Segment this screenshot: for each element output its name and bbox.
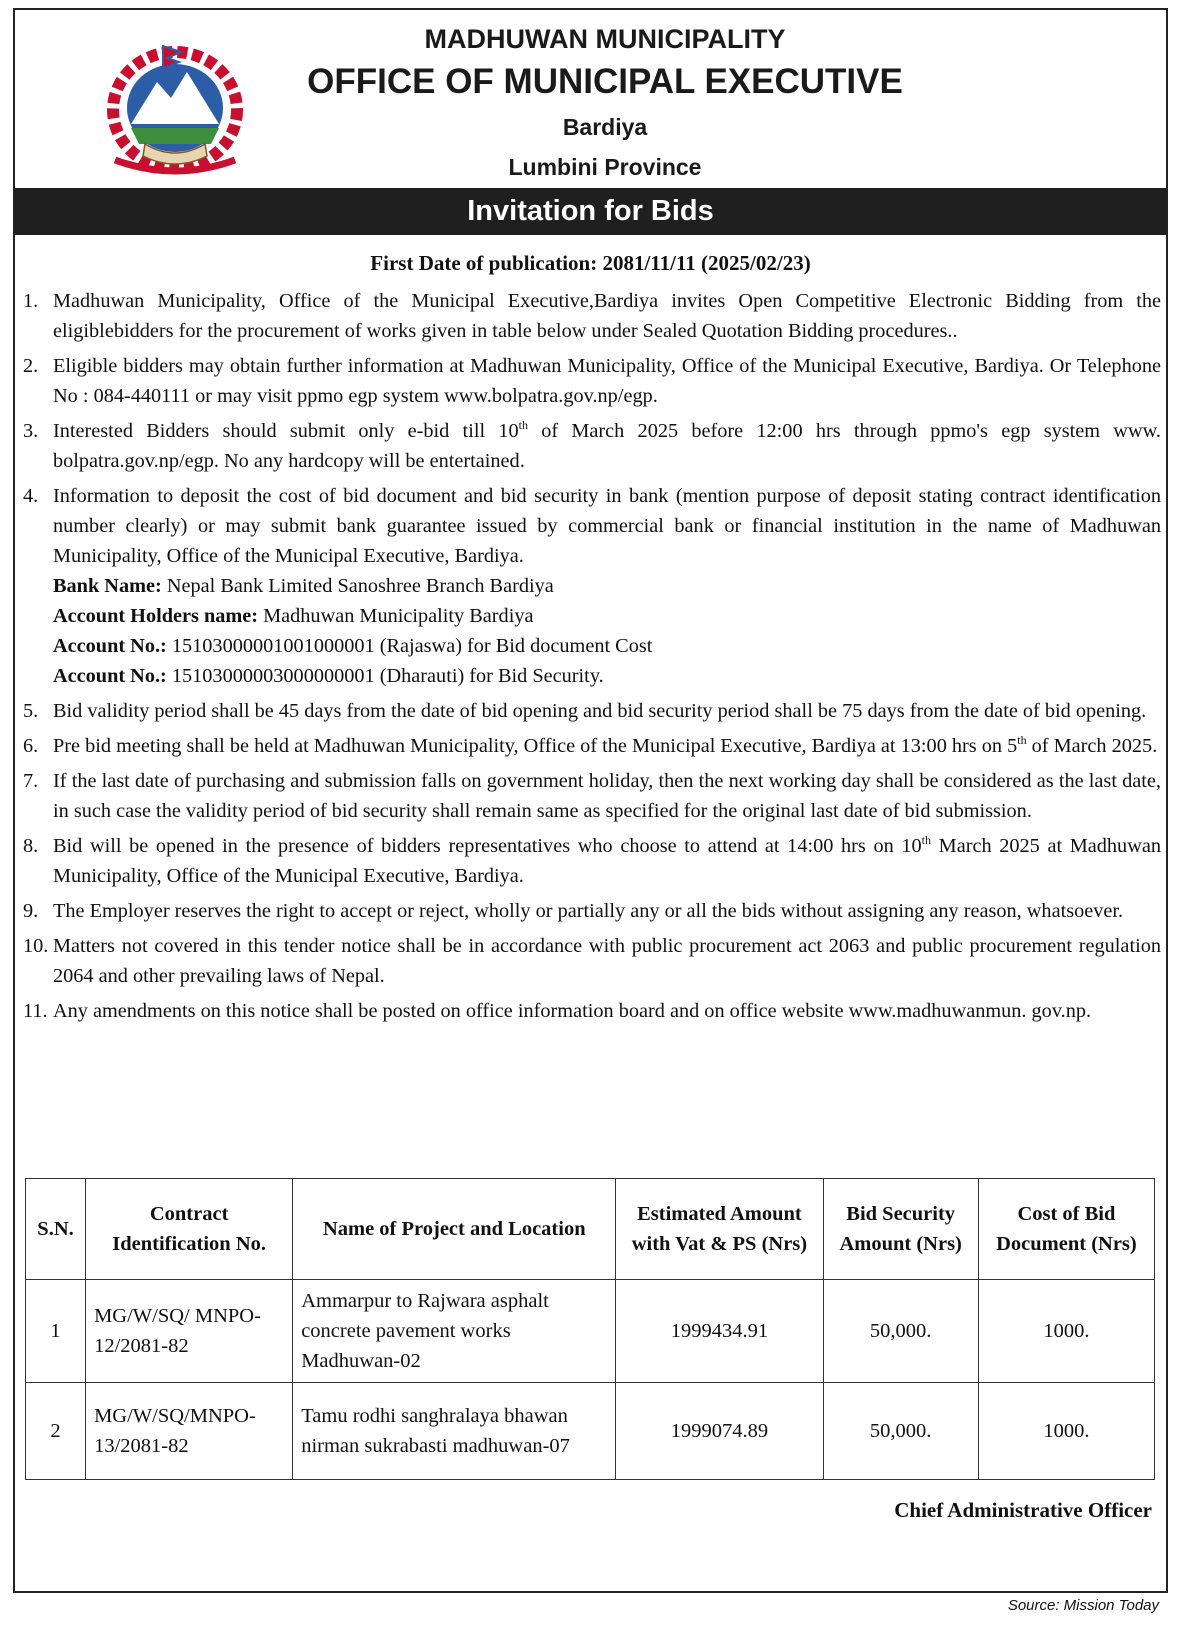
cell-project: Ammarpur to Rajwara asphalt concrete pavement works Madhuwan-02 bbox=[293, 1280, 616, 1383]
publication-date: First Date of publication: 2081/11/11 (2025/02/23) bbox=[370, 251, 811, 275]
cell-estimate: 1999434.91 bbox=[616, 1280, 823, 1383]
item-number: 9. bbox=[23, 900, 39, 922]
cell-security: 50,000. bbox=[823, 1383, 978, 1480]
bids-table bbox=[25, 1178, 1155, 1480]
source-credit: Source: Mission Today bbox=[1007, 1597, 1159, 1614]
account-number-line bbox=[53, 631, 1161, 661]
item-text: The Employer reserves the right to accept or reject, wholly or partially any or all the bids without assigning any reason, whatsoever. bbox=[53, 900, 1124, 922]
item-number: 5. bbox=[23, 700, 39, 722]
list-item bbox=[23, 831, 1161, 891]
item-number: 11. bbox=[23, 1000, 48, 1022]
item-text: Pre bid meeting shall be held at Madhuwan Municipality, Office of the Municipal Executive, Bardiya at 13:00 hrs on 5 bbox=[53, 735, 1018, 757]
notice-title-banner: Invitation for Bids bbox=[15, 188, 1166, 235]
item-text: of March 2025. bbox=[1026, 735, 1158, 757]
cell-contract-id: MG/W/SQ/MNPO-13/2081-82 bbox=[86, 1383, 293, 1480]
item-number: 10. bbox=[23, 935, 49, 957]
item-number: 2. bbox=[23, 355, 39, 377]
account-number-value: 15103000001001000001 (Rajaswa) for Bid document Cost bbox=[166, 635, 653, 657]
list-item bbox=[23, 766, 1161, 826]
account-number-label: Account No.: bbox=[53, 665, 167, 687]
item-text: Bid will be opened in the presence of bidders representatives who choose to attend at 14:00 hrs on 10 bbox=[53, 835, 922, 857]
column-header: S.N. bbox=[26, 1179, 86, 1280]
column-header: Estimated Amount with Vat & PS (Nrs) bbox=[616, 1179, 823, 1280]
list-item bbox=[23, 416, 1161, 476]
municipality-name: MADHUWAN MUNICIPALITY bbox=[424, 24, 786, 54]
account-number-label: Account No.: bbox=[53, 635, 167, 657]
item-number: 7. bbox=[23, 770, 39, 792]
account-number-value: 15103000003000000001 (Dharauti) for Bid Security. bbox=[166, 665, 604, 687]
account-holder-label: Account Holders name: bbox=[53, 605, 259, 627]
notice-header bbox=[15, 10, 1166, 197]
ordinal-suffix: th bbox=[921, 833, 932, 848]
column-header: Cost of Bid Document (Nrs) bbox=[978, 1179, 1154, 1280]
item-text: Information to deposit the cost of bid document and bid security in bank (mention purpose of deposit stating contract identification number clearly) or may submit bank guarantee issued by commercial bank or financial institution in the name of Madhuwan Municipality, Office of the Municipal Executive, Bardiya. bbox=[53, 485, 1161, 567]
province-name: Lumbini Province bbox=[508, 154, 702, 180]
item-text: of March 2025 before 12:00 hrs through ppmo's egp system www. bolpatra.gov.np/egp. No any hardcopy will be entertained. bbox=[53, 420, 1162, 472]
table-row bbox=[26, 1383, 1155, 1480]
list-item bbox=[23, 351, 1161, 411]
account-holder-value: Madhuwan Municipality Bardiya bbox=[258, 605, 534, 627]
cell-cost: 1000. bbox=[978, 1280, 1154, 1383]
item-text: Interested Bidders should submit only e-bid till 10 bbox=[53, 420, 519, 442]
cell-contract-id: MG/W/SQ/ MNPO-12/2081-82 bbox=[86, 1280, 293, 1383]
list-item bbox=[23, 731, 1161, 761]
item-number: 1. bbox=[23, 290, 39, 312]
cell-cost: 1000. bbox=[978, 1383, 1154, 1480]
item-number: 4. bbox=[23, 485, 39, 507]
bank-name-value: Nepal Bank Limited Sanoshree Branch Bardiya bbox=[161, 575, 554, 597]
account-number-line bbox=[53, 661, 1161, 691]
item-text: Matters not covered in this tender notice shall be in accordance with public procurement act 2063 and public procurement regulation 2064 and other prevailing laws of Nepal. bbox=[53, 935, 1161, 987]
signature-title: Chief Administrative Officer bbox=[894, 1498, 1152, 1522]
notice-items bbox=[23, 286, 1161, 1031]
ordinal-suffix: th bbox=[1017, 733, 1027, 748]
column-header: Bid Security Amount (Nrs) bbox=[823, 1179, 978, 1280]
column-header: Contract Identification No. bbox=[86, 1179, 293, 1280]
list-item bbox=[23, 931, 1161, 991]
item-text: March 2025 at Madhuwan Municipality, Office of the Municipal Executive, Bardiya. bbox=[53, 835, 1161, 887]
list-item bbox=[23, 481, 1161, 691]
cell-security: 50,000. bbox=[823, 1280, 978, 1383]
nepal-emblem-icon bbox=[95, 32, 255, 180]
item-number: 8. bbox=[23, 835, 39, 857]
district-name: Bardiya bbox=[562, 114, 648, 140]
cell-sn: 2 bbox=[26, 1383, 86, 1480]
ordinal-suffix: th bbox=[518, 418, 528, 433]
notice-frame bbox=[13, 8, 1168, 1593]
item-text: If the last date of purchasing and submission falls on government holiday, then the next working day shall be considered as the last date, in such case the validity period of bid security shall remain same as specified for the original last date of bid submission. bbox=[53, 770, 1161, 822]
item-text: Bid validity period shall be 45 days from the date of bid opening and bid security period shall be 75 days from the date of bid opening. bbox=[53, 700, 1147, 722]
cell-project: Tamu rodhi sanghralaya bhawan nirman sukrabasti madhuwan-07 bbox=[293, 1383, 616, 1480]
item-number: 6. bbox=[23, 735, 39, 757]
item-number: 3. bbox=[23, 420, 39, 442]
list-item bbox=[23, 896, 1161, 926]
account-holder-line bbox=[53, 601, 1161, 631]
item-text: Any amendments on this notice shall be posted on office information board and on office website www.madhuwanmun. gov.np. bbox=[53, 1000, 1092, 1022]
bank-name-line bbox=[53, 571, 1161, 601]
item-text: Eligible bidders may obtain further information at Madhuwan Municipality, Office of the Municipal Executive, Bardiya. Or Telephone No : 084-440111 or may visit ppmo egp system www.bolpatra.gov.np/egp. bbox=[53, 355, 1161, 407]
item-text: Madhuwan Municipality, Office of the Municipal Executive,Bardiya invites Open Competitive Electronic Bidding from the eligiblebidders for the procurement of works given in table below under Sealed Quotation Bidding procedures.. bbox=[53, 290, 1161, 342]
table-header-row bbox=[26, 1179, 1155, 1280]
list-item bbox=[23, 996, 1161, 1026]
bank-name-label: Bank Name: bbox=[53, 575, 162, 597]
list-item bbox=[23, 696, 1161, 726]
table-row bbox=[26, 1280, 1155, 1383]
cell-estimate: 1999074.89 bbox=[616, 1383, 823, 1480]
column-header: Name of Project and Location bbox=[293, 1179, 616, 1280]
office-name: OFFICE OF MUNICIPAL EXECUTIVE bbox=[307, 62, 903, 101]
list-item bbox=[23, 286, 1161, 346]
cell-sn: 1 bbox=[26, 1280, 86, 1383]
